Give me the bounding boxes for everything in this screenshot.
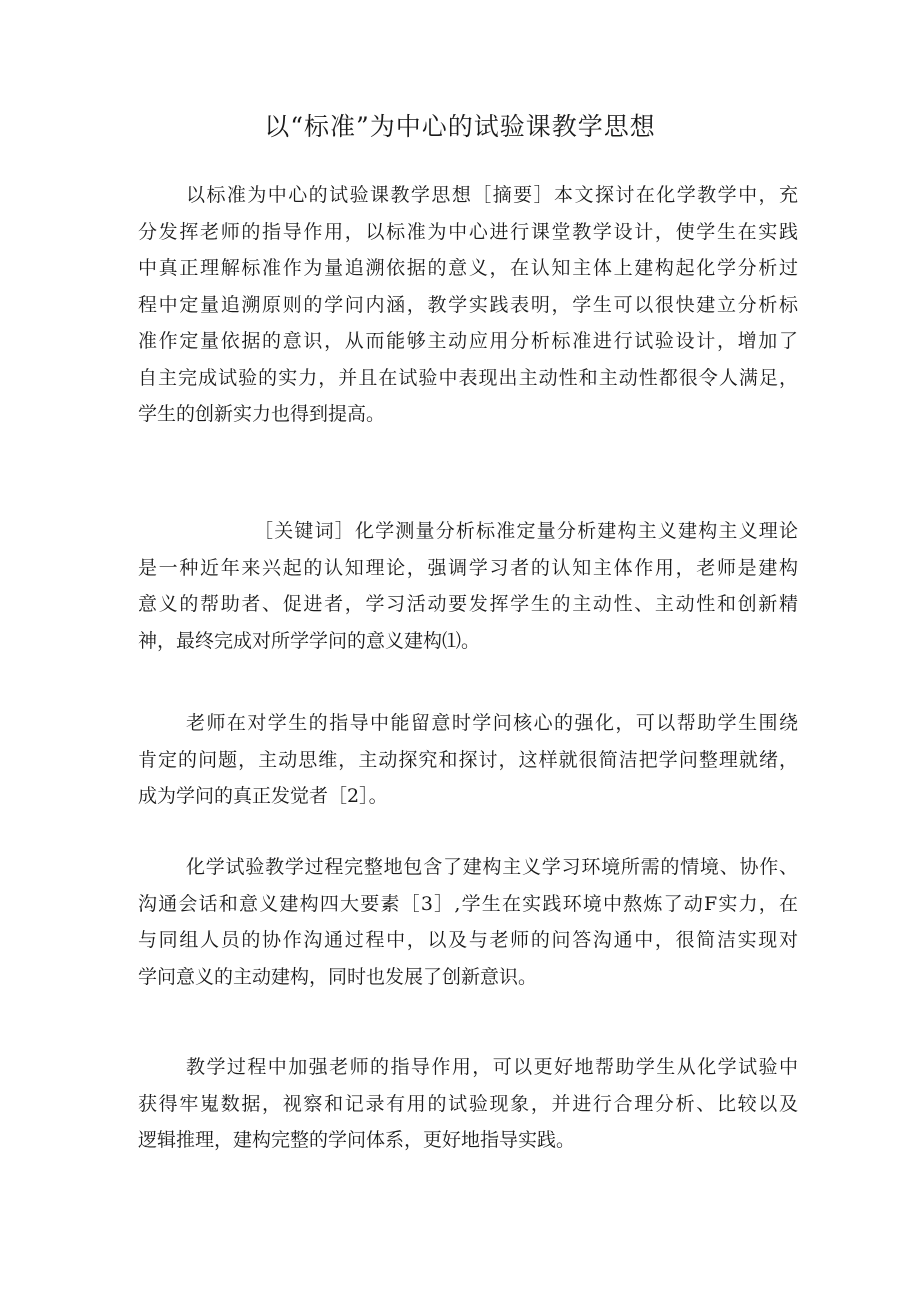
body-paragraph-1: [138, 705, 798, 815]
abstract-line: 学生的创新实力也得到提高。: [138, 403, 386, 425]
abstract-paragraph: [138, 177, 798, 433]
keywords-line: 意义的帮助者、促进者，学习活动要发挥学生的主动性、主动性和创新精: [138, 593, 798, 615]
document-title: 以“标准”为中心的试验课教学思想: [264, 112, 656, 141]
body-paragraph-3: [138, 1049, 798, 1159]
abstract-line: 中真正理解标准作为量追溯依据的意义，在认知主体上建构起化学分析过: [138, 257, 798, 279]
keywords-line: ［关键词］化学测量分析标准定量分析建构主义建构主义理论: [254, 520, 798, 542]
keywords-paragraph: [138, 513, 798, 659]
abstract-line: 准作定量依据的意识，从而能够主动应用分析标准进行试验设计，增加了: [138, 330, 798, 352]
keywords-line: 神，最终完成对所学学问的意义建构⑴。: [138, 629, 481, 652]
abstract-line: 自主完成试验的实力，并且在试验中表现出主动性和主动性都很令人满足，: [138, 366, 798, 389]
abstract-line: 以标准为中心的试验课教学思想［摘要］本文探讨在化学教学中，充: [186, 184, 798, 206]
paragraph-line: 逻辑推理，建构完整的学问体系，更好地指导实践。: [138, 1129, 576, 1151]
paragraph-line: 肯定的问题，主动思维，主动探究和探讨，这样就很简洁把学问整理就绪，: [138, 748, 798, 771]
paragraph-line: 与同组人员的协作沟通过程中，以及与老师的问答沟通中，很简洁实现对: [138, 929, 798, 951]
keywords-line: 是一种近年来兴起的认知理论，强调学习者的认知主体作用，老师是建构: [138, 556, 798, 579]
paragraph-line: 教学过程中加强老师的指导作用，可以更好地帮助学生从化学试验中: [186, 1056, 798, 1078]
paragraph-line: 获得牢嵬数据，视察和记录有用的试验现象，并进行合理分析、比较以及: [138, 1092, 798, 1115]
body-paragraph-2: [138, 849, 798, 995]
paragraph-line: 沟通会话和意义建构四大要素［3］,学生在实践环境中熬炼了动F实力，在: [138, 892, 798, 915]
paragraph-line: 化学试验教学过程完整地包含了建构主义学习环境所需的情境、协作、: [186, 856, 798, 878]
abstract-line: 程中定量追溯原则的学问内涵，教学实践表明，学生可以很快建立分析标: [138, 293, 798, 316]
paragraph-line: 成为学问的真正发觉者［2］。: [138, 785, 388, 807]
abstract-line: 分发挥老师的指导作用，以标准为中心进行课堂教学设计，使学生在实践: [138, 220, 798, 243]
paragraph-line: 老师在对学生的指导中能留意时学问核心的强化，可以帮助学生围绕: [186, 712, 798, 734]
paragraph-line: 学问意义的主动建构，同时也发展了创新意识。: [138, 965, 538, 988]
